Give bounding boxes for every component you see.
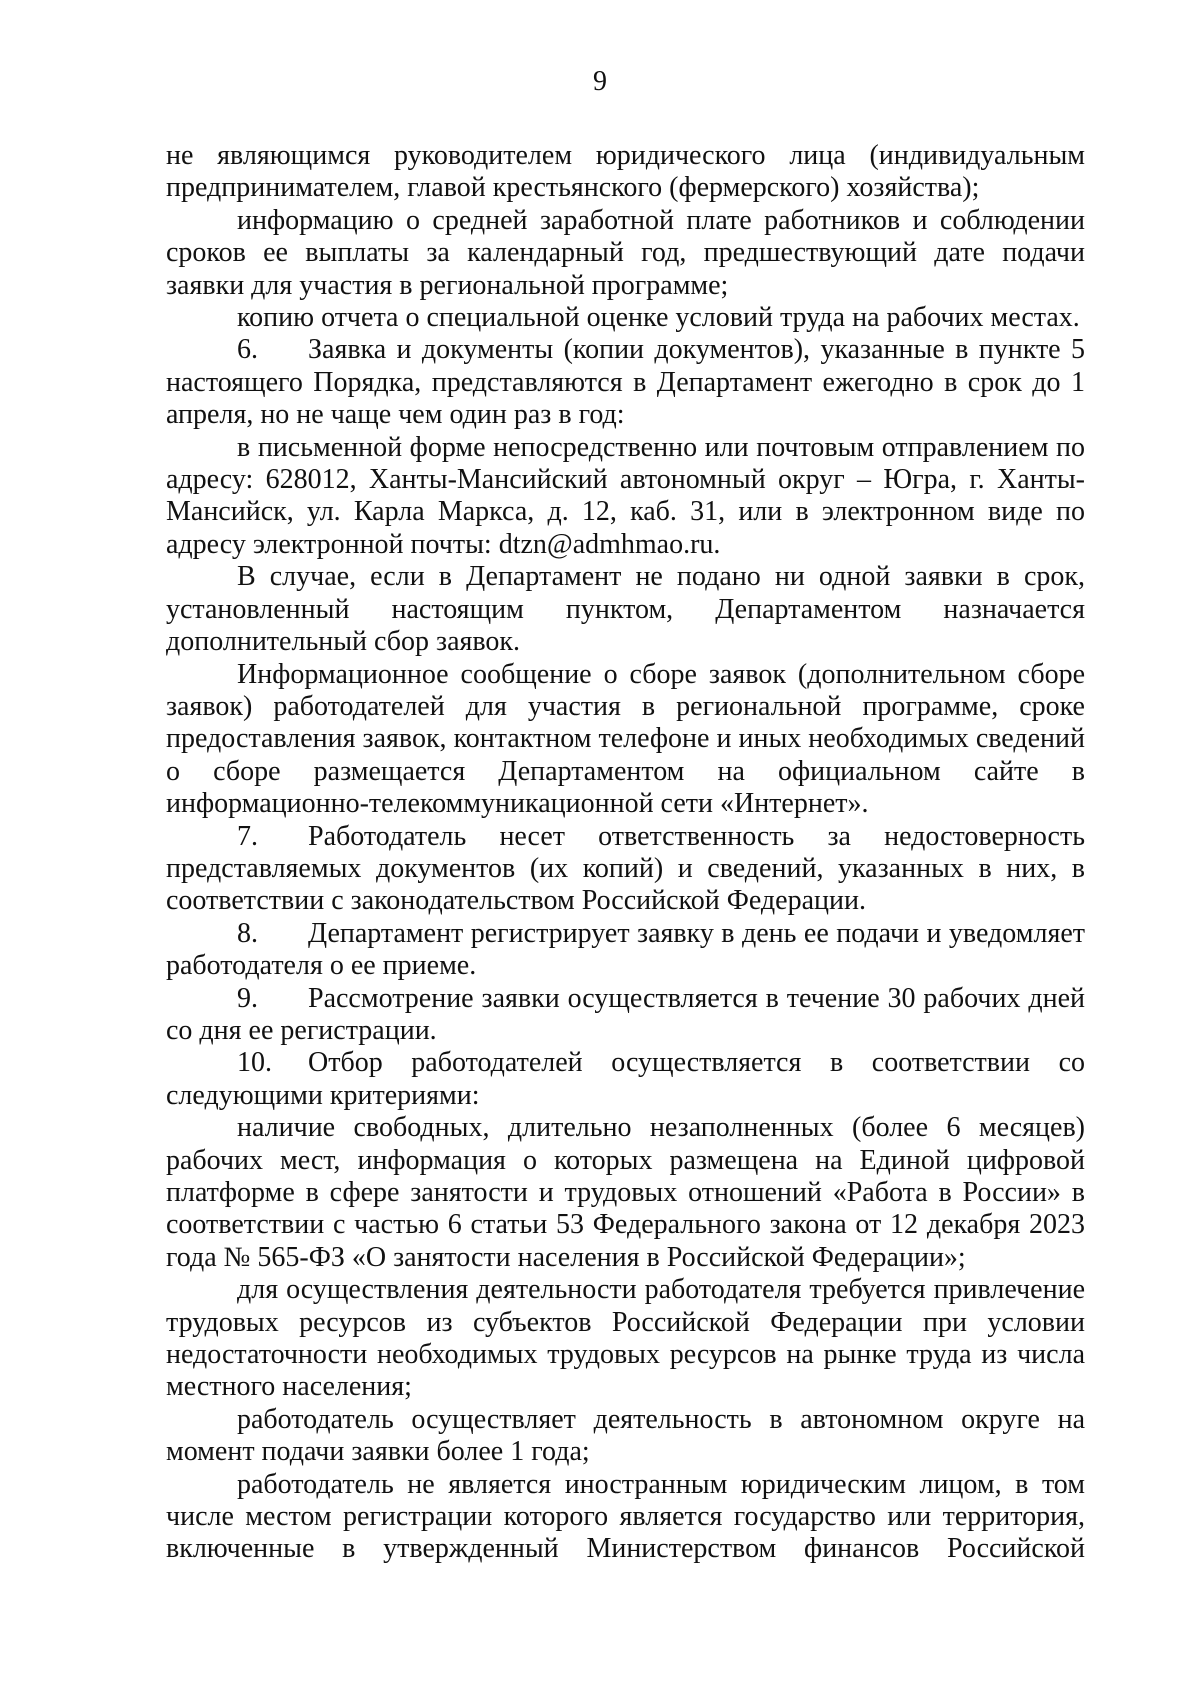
paragraph-item-8	[166, 918, 1085, 983]
paragraph-labor-conditions-report: копию отчета о специальной оценке условий труда на рабочих местах.	[237, 302, 1080, 334]
paragraph-submission-address: в письменной форме непосредственно или почтовым отправлением по адресу: 628012, Ханты-Мансийский автономный округ – Югра, г. Ханты-Мансийск, ул. Карла Маркса, д. 12, каб. 31, или в электронном виде по адресу электронной почты: dtzn@admhmao.ru.	[166, 431, 1085, 560]
item-text: Работодатель несет ответственность за недостоверность представляемых документов (их копий) и сведений, указанных в них, в соответствии с законодательством Российской Федерации.	[166, 820, 1085, 917]
paragraph-item-7	[166, 821, 1085, 918]
item-number: 7.	[237, 820, 258, 852]
page-number: 9	[593, 66, 607, 97]
item-number: 6.	[237, 334, 258, 366]
paragraph-salary-info: информацию о средней заработной плате работников и соблюдении сроков ее выплаты за календарный год, предшествующий дате подачи заявки для участия в региональной программе;	[166, 204, 1085, 301]
item-number: 10.	[237, 1047, 272, 1079]
item-text: Заявка и документы (копии документов), указанные в пункте 5 настоящего Порядка, представляются в Департамент ежегодно в срок до 1 апреля, но не чаще чем один раз в год:	[166, 334, 1085, 431]
paragraph-item-6	[166, 334, 1085, 431]
item-number: 9.	[237, 982, 258, 1014]
document-body	[166, 140, 1085, 1566]
paragraph-additional-collection: В случае, если в Департамент не подано ни одной заявки в срок, установленный настоящим пунктом, Департаментом назначается дополнительный сбор заявок.	[166, 561, 1085, 658]
item-number: 8.	[237, 917, 258, 949]
item-text: Департамент регистрирует заявку в день ее подачи и уведомляет работодателя о ее приеме.	[166, 917, 1085, 982]
paragraph-information-notice: Информационное сообщение о сборе заявок (дополнительном сборе заявок) работодателей для участия в региональной программе, сроке предоставления заявок, контактном телефоне и иных необходимых сведений о сборе размещается Департаментом на официальном сайте в информационно-телекоммуникационной сети «Интернет».	[166, 658, 1085, 820]
paragraph-item-10	[166, 1047, 1085, 1112]
item-text: Отбор работодателей осуществляется в соответствии со следующими критериями:	[166, 1047, 1085, 1111]
paragraph-item-9	[166, 983, 1085, 1048]
paragraph-criterion-not-foreign: работодатель не является иностранным юридическим лицом, в том числе местом регистрации которого является государство или территория, включенные в утвержденный Министерством финансов Российской	[166, 1468, 1085, 1565]
item-text: Рассмотрение заявки осуществляется в течение 30 рабочих дней со дня ее регистрации.	[166, 982, 1085, 1046]
paragraph-continuation: не являющимся руководителем юридического лица (индивидуальным предпринимателем, главой крестьянского (фермерского) хозяйства);	[166, 140, 1085, 204]
paragraph-criterion-activity-duration: работодатель осуществляет деятельность в автономном округе на момент подачи заявки более 1 года;	[166, 1403, 1085, 1468]
paragraph-criterion-vacancies: наличие свободных, длительно незаполненных (более 6 месяцев) рабочих мест, информация о которых размещена на Единой цифровой платформе в сфере занятости и трудовых отношений «Работа в России» в соответствии с частью 6 статьи 53 Федерального закона от 12 декабря 2023 года № 565-ФЗ «О занятости населения в Российской Федерации»;	[166, 1112, 1085, 1273]
paragraph-criterion-labor-resources: для осуществления деятельности работодателя требуется привлечение трудовых ресурсов из субъектов Российской Федерации при условии недостаточности необходимых трудовых ресурсов на рынке труда из числа местного населения;	[166, 1274, 1085, 1403]
